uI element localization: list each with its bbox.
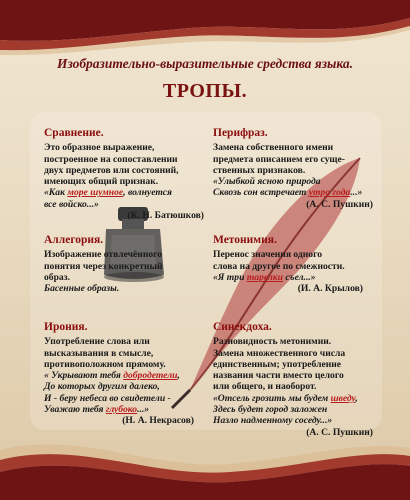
- trope-allegory: [44, 235, 184, 294]
- trope-irony: [44, 322, 194, 427]
- trope-example-line: все войско...»: [44, 198, 99, 210]
- trope-definition-line: Замена собственного имени: [213, 142, 334, 154]
- trope-example-line: Уважаю тебя глубоко...»: [44, 404, 150, 416]
- trope-definition-line: Употребление слова или: [44, 336, 150, 348]
- trope-author: (А. С. Пушкин): [306, 198, 373, 210]
- trope-definition-line: имеющих общий признак.: [44, 176, 159, 188]
- trope-author: (Н. А. Некрасов): [122, 415, 194, 427]
- trope-example-line: Здесь будет город заложен: [213, 404, 328, 416]
- trope-example-line: И - беру небеса во свидетели -: [44, 392, 171, 404]
- trope-definition-line: образ.: [44, 271, 70, 283]
- trope-example-line: « Укрывают тебя добродетели,: [44, 370, 180, 382]
- trope-definition-line: или общего, и наоборот.: [213, 381, 317, 393]
- trope-author: (И. А. Крылов): [297, 283, 363, 295]
- trope-comparison: [44, 128, 204, 221]
- trope-definition-line: единственным; употребление: [213, 358, 342, 370]
- trope-author: (К. Н. Батюшков): [127, 210, 204, 222]
- trope-definition-line: понятия через конкретный: [44, 260, 163, 272]
- trope-example-line: Басенные образы.: [44, 283, 120, 295]
- trope-heading: Перифраз.: [213, 127, 268, 139]
- trope-example-line: «Отсель грозить мы будем шведу,: [213, 392, 358, 404]
- trope-example-line: «Улыбкой ясною природа: [213, 176, 321, 188]
- trope-periphrasis: [213, 128, 373, 210]
- trope-definition-line: построенное на сопоставлении: [44, 153, 178, 165]
- trope-definition-line: Это образное выражение,: [44, 142, 155, 154]
- trope-author: (А. С. Пушкин): [306, 426, 373, 438]
- trope-definition-line: высказывания в смысле,: [44, 347, 154, 359]
- trope-definition-line: Перенос значения одного: [213, 249, 323, 261]
- poster-subtitle: ТРОПЫ.: [162, 80, 248, 102]
- trope-heading: Аллегория.: [44, 234, 104, 246]
- trope-metonymy: [213, 235, 363, 294]
- trope-definition-line: Изображение отвлечённого: [44, 249, 163, 261]
- trope-definition-line: двух предметов или состояний,: [44, 164, 179, 176]
- trope-definition-line: предмета описанием его суще-: [213, 153, 345, 165]
- trope-example-line: Сквозь сон встречает утро года...»: [213, 187, 363, 199]
- poster-title: Изобразительно-выразительные средства языка.: [56, 56, 354, 71]
- trope-example-line: «Как море шумное, волнуется: [44, 187, 172, 199]
- trope-example-line: «Я три тарелки съел...»: [213, 271, 316, 283]
- trope-heading: Сравнение.: [44, 127, 104, 139]
- trope-definition-line: ственных признаков.: [213, 164, 306, 176]
- trope-heading: Синекдоха.: [213, 321, 272, 333]
- trope-example-line: До которых другим далеко,: [44, 381, 160, 393]
- trope-heading: Метонимия.: [213, 234, 277, 246]
- trope-definition-line: Замена множественного числа: [213, 347, 346, 359]
- trope-example-line: Назло надменному соседу...»: [213, 415, 333, 427]
- trope-heading: Ирония.: [44, 321, 88, 333]
- trope-definition-line: противоположном прямому.: [44, 358, 166, 370]
- bottom-wave-decoration: [0, 420, 410, 500]
- trope-definition-line: Разновидность метонимии.: [213, 336, 332, 348]
- trope-definition-line: слова на другое по смежности.: [213, 260, 345, 272]
- trope-definition-line: названия части вместо целого: [213, 370, 344, 382]
